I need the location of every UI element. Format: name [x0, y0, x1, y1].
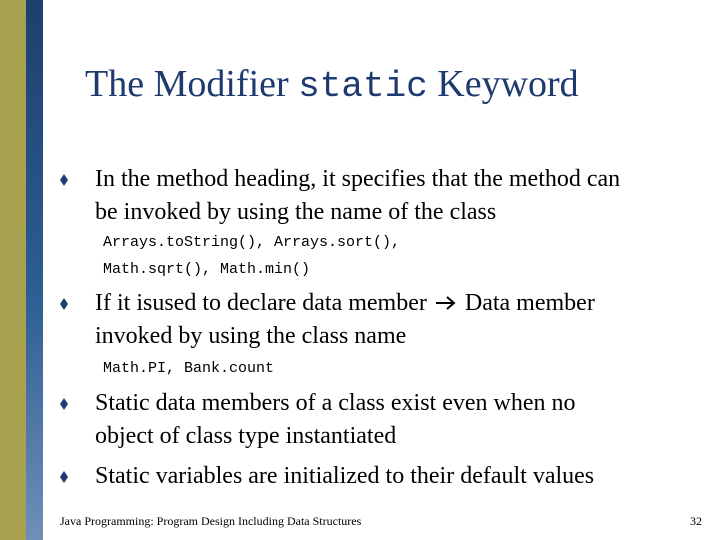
bullet-2-line-1: [95, 287, 595, 321]
bullet-1-line-2: be invoked by using the name of the class: [95, 199, 497, 225]
slide-title: [85, 64, 705, 107]
footer-course-title: Java Programming: Program Design Including Data Structures: [60, 514, 362, 528]
code-example-1-line-1: Arrays.toString(), Arrays.sort(),: [103, 234, 401, 251]
diamond-bullet-icon: [60, 174, 70, 188]
right-arrow-icon: [435, 288, 457, 321]
bullet-2-text-a: If it isused to declare data member: [95, 290, 427, 316]
bullet-4-line-1: Static variables are initialized to their default values: [95, 463, 595, 489]
title-text-after: Keyword: [427, 63, 579, 105]
bullet-2-text-b: Data member: [464, 290, 595, 316]
code-example-1-line-2: Math.sqrt(), Math.min(): [103, 261, 311, 278]
diamond-bullet-icon: [60, 398, 70, 412]
bullet-2-line-2: invoked by using the class name: [95, 323, 407, 349]
title-code-keyword: static: [298, 66, 428, 107]
decorative-navy-bar: [26, 0, 43, 540]
page-number: 32: [690, 514, 702, 528]
diamond-bullet-icon: [60, 471, 70, 485]
bullet-3-line-2: object of class type instantiated: [95, 423, 397, 449]
diamond-bullet-icon: [60, 298, 70, 312]
code-example-2-line-1: Math.PI, Bank.count: [103, 360, 275, 377]
decorative-olive-bar: [0, 0, 26, 540]
title-text-before: The Modifier: [85, 63, 299, 105]
bullet-1-line-1: In the method heading, it specifies that the method can: [95, 166, 621, 192]
bullet-3-line-1: Static data members of a class exist even when no: [95, 390, 576, 416]
